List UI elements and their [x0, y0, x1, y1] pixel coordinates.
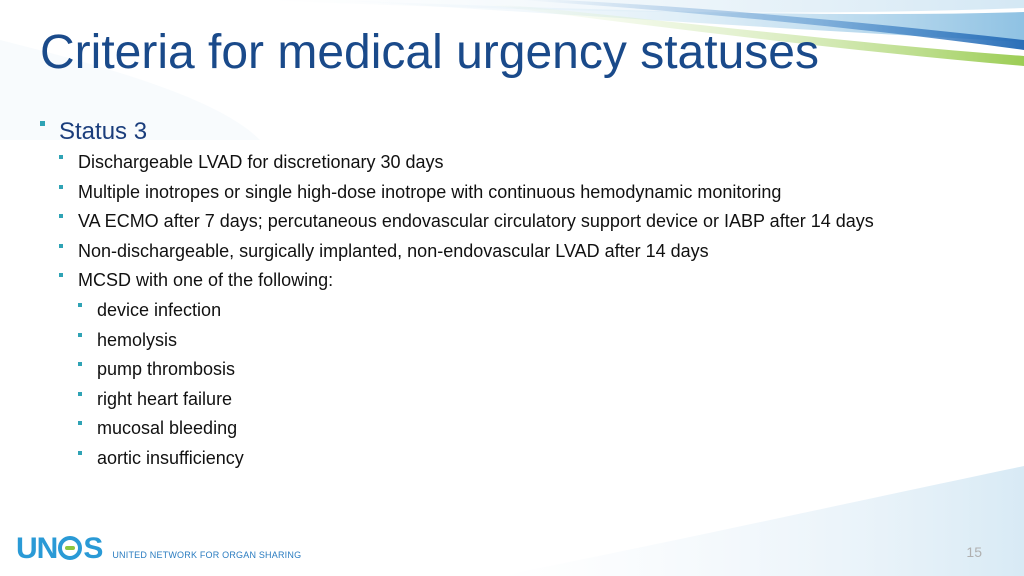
square-bullet-icon: [78, 303, 82, 307]
square-bullet-icon: [78, 451, 82, 455]
bullet-item-level3: [40, 300, 1000, 330]
bullet-text: device infection: [97, 299, 222, 320]
bullet-text: mucosal bleeding: [97, 418, 238, 439]
square-bullet-icon: [78, 362, 82, 366]
slide-title: Criteria for medical urgency statuses: [40, 26, 819, 79]
square-bullet-icon: [59, 244, 63, 248]
bullet-item-level2: [40, 182, 1000, 212]
bullet-item-level3: [40, 389, 1000, 419]
square-bullet-icon: [59, 214, 63, 218]
bullet-text: Non-dischargeable, surgically implanted, non-endovascular LVAD after 14 days: [78, 240, 709, 261]
bullet-text: MCSD with one of the following:: [78, 270, 334, 291]
logo-o-icon: [58, 536, 82, 560]
square-bullet-icon: [59, 273, 63, 277]
bullet-item-level3: [40, 418, 1000, 448]
bullet-item-level2: [40, 211, 1000, 241]
bullet-item-level3: [40, 448, 1000, 478]
square-bullet-icon: [59, 185, 63, 189]
logo-letters-un: UN: [16, 532, 58, 565]
bullet-item-level2: [40, 270, 1000, 300]
square-bullet-icon: [78, 421, 82, 425]
unos-logo: [16, 532, 301, 566]
bullet-text: aortic insufficiency: [97, 447, 244, 468]
bullet-text: pump thrombosis: [97, 359, 236, 380]
bullet-item-level3: [40, 330, 1000, 360]
bullet-text: hemolysis: [97, 329, 178, 350]
bullet-text: right heart failure: [97, 388, 233, 409]
bullet-item-level2: [40, 152, 1000, 182]
page-number: 15: [966, 544, 982, 560]
bullet-list: [40, 118, 1000, 478]
bullet-text: Dischargeable LVAD for discretionary 30 days: [78, 152, 444, 172]
bullet-item-level3: [40, 359, 1000, 389]
bullet-text: Status 3: [59, 118, 148, 145]
bullet-text: Multiple inotropes or single high-dose inotrope with continuous hemodynamic monitoring: [78, 181, 782, 202]
bullet-item-level1: [40, 118, 1000, 152]
bullet-item-level2: [40, 241, 1000, 271]
logo-letters-s: S: [83, 532, 103, 565]
square-bullet-icon: [78, 392, 82, 396]
logo-subtitle: UNITED NETWORK FOR ORGAN SHARING: [112, 550, 302, 560]
square-bullet-icon: [59, 155, 63, 159]
square-bullet-icon: [78, 333, 82, 337]
bullet-text: VA ECMO after 7 days; percutaneous endovascular circulatory support device or IABP after 14 days: [78, 211, 874, 232]
square-bullet-icon: [40, 121, 45, 126]
logo-wordmark: [16, 532, 102, 566]
